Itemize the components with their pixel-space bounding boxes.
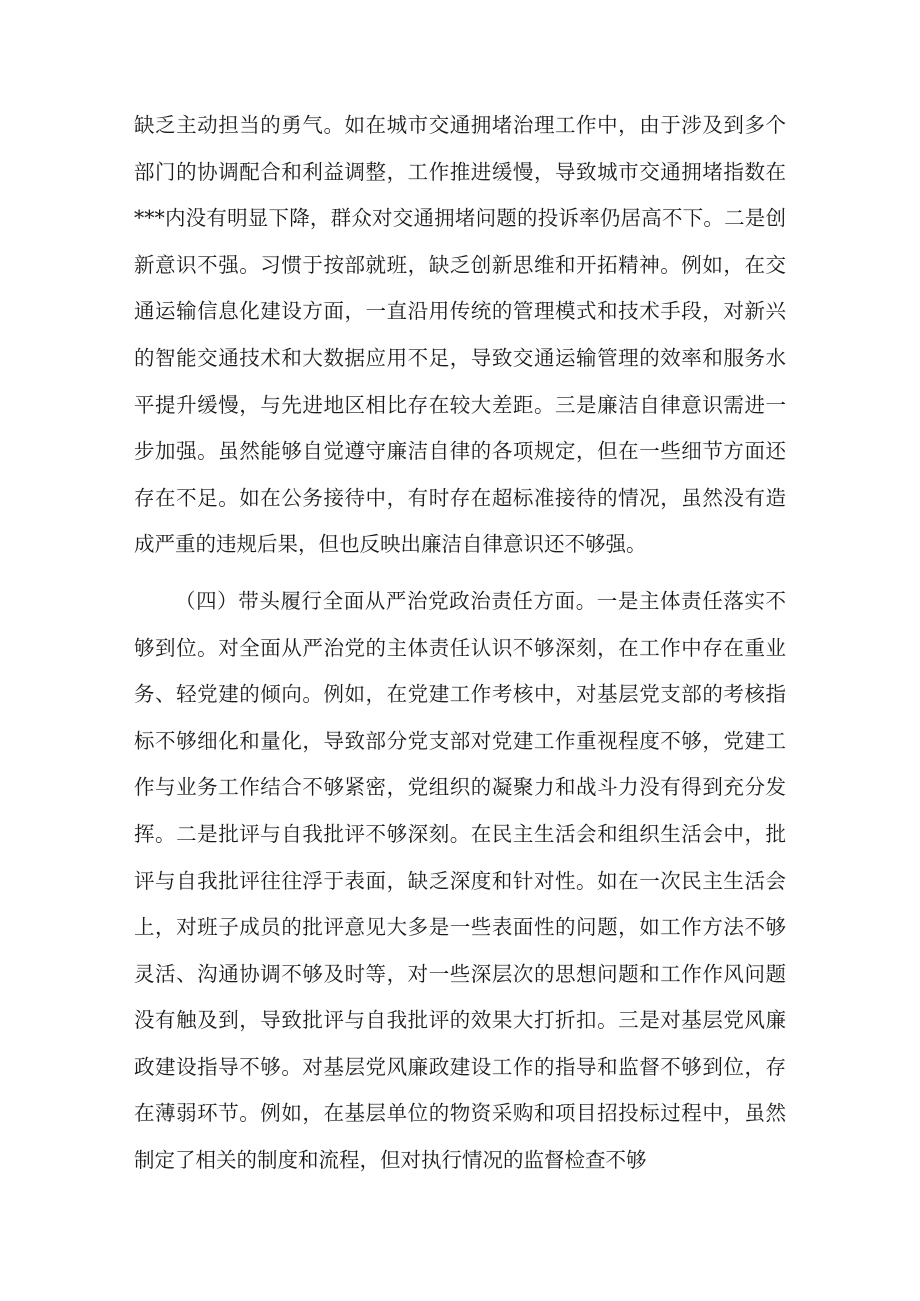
paragraph-section-four: （四）带头履行全面从严治党政治责任方面。一是主体责任落实不够到位。对全面从严治党的主体责任认识不够深刻，在工作中存在重业务、轻党建的倾向。例如，在党建工作考核中，对基层党支部的考核指标不够细化和量化，导致部分党支部对党建工作重视程度不够，党建工作与业务工作结合不够紧密，党组织的凝聚力和战斗力没有得到充分发挥。二是批评与自我批评不够深刻。在民主生活会和组织生活会中，批评与自我批评往往浮于表面，缺乏深度和针对性。如在一次民主生活会上，对班子成员的批评意见大多是一些表面性的问题，如工作方法不够灵活、沟通协调不够及时等，对一些深层次的思想问题和工作作风问题没有触及到，导致批评与自我批评的效果大打折扣。三是对基层党风廉政建设指导不够。对基层党风廉政建设工作的指导和监督不够到位，存在薄弱环节。例如，在基层单位的物资采购和项目招投标过程中，虽然制定了相关的制度和流程，但对执行情况的监督检查不够 — [134, 588, 786, 1173]
paragraph-continued: 缺乏主动担当的勇气。如在城市交通拥堵治理工作中，由于涉及到多个部门的协调配合和利益调整，工作推进缓慢，导致城市交通拥堵指数在***内没有明显下降，群众对交通拥堵问题的投诉率仍居高不下。二是创新意识不强。习惯于按部就班，缺乏创新思维和开拓精神。例如，在交通运输信息化建设方面，一直沿用传统的管理模式和技术手段，对新兴的智能交通技术和大数据应用不足，导致交通运输管理的效率和服务水平提升缓慢，与先进地区相比存在较大差距。三是廉洁自律意识需进一步加强。虽然能够自觉遵守廉洁自律的各项规定，但在一些细节方面还存在不足。如在公务接待中，有时存在超标准接待的情况，虽然没有造成严重的违规后果，但也反映出廉洁自律意识还不够强。 — [134, 113, 786, 557]
document-body — [134, 102, 786, 1184]
